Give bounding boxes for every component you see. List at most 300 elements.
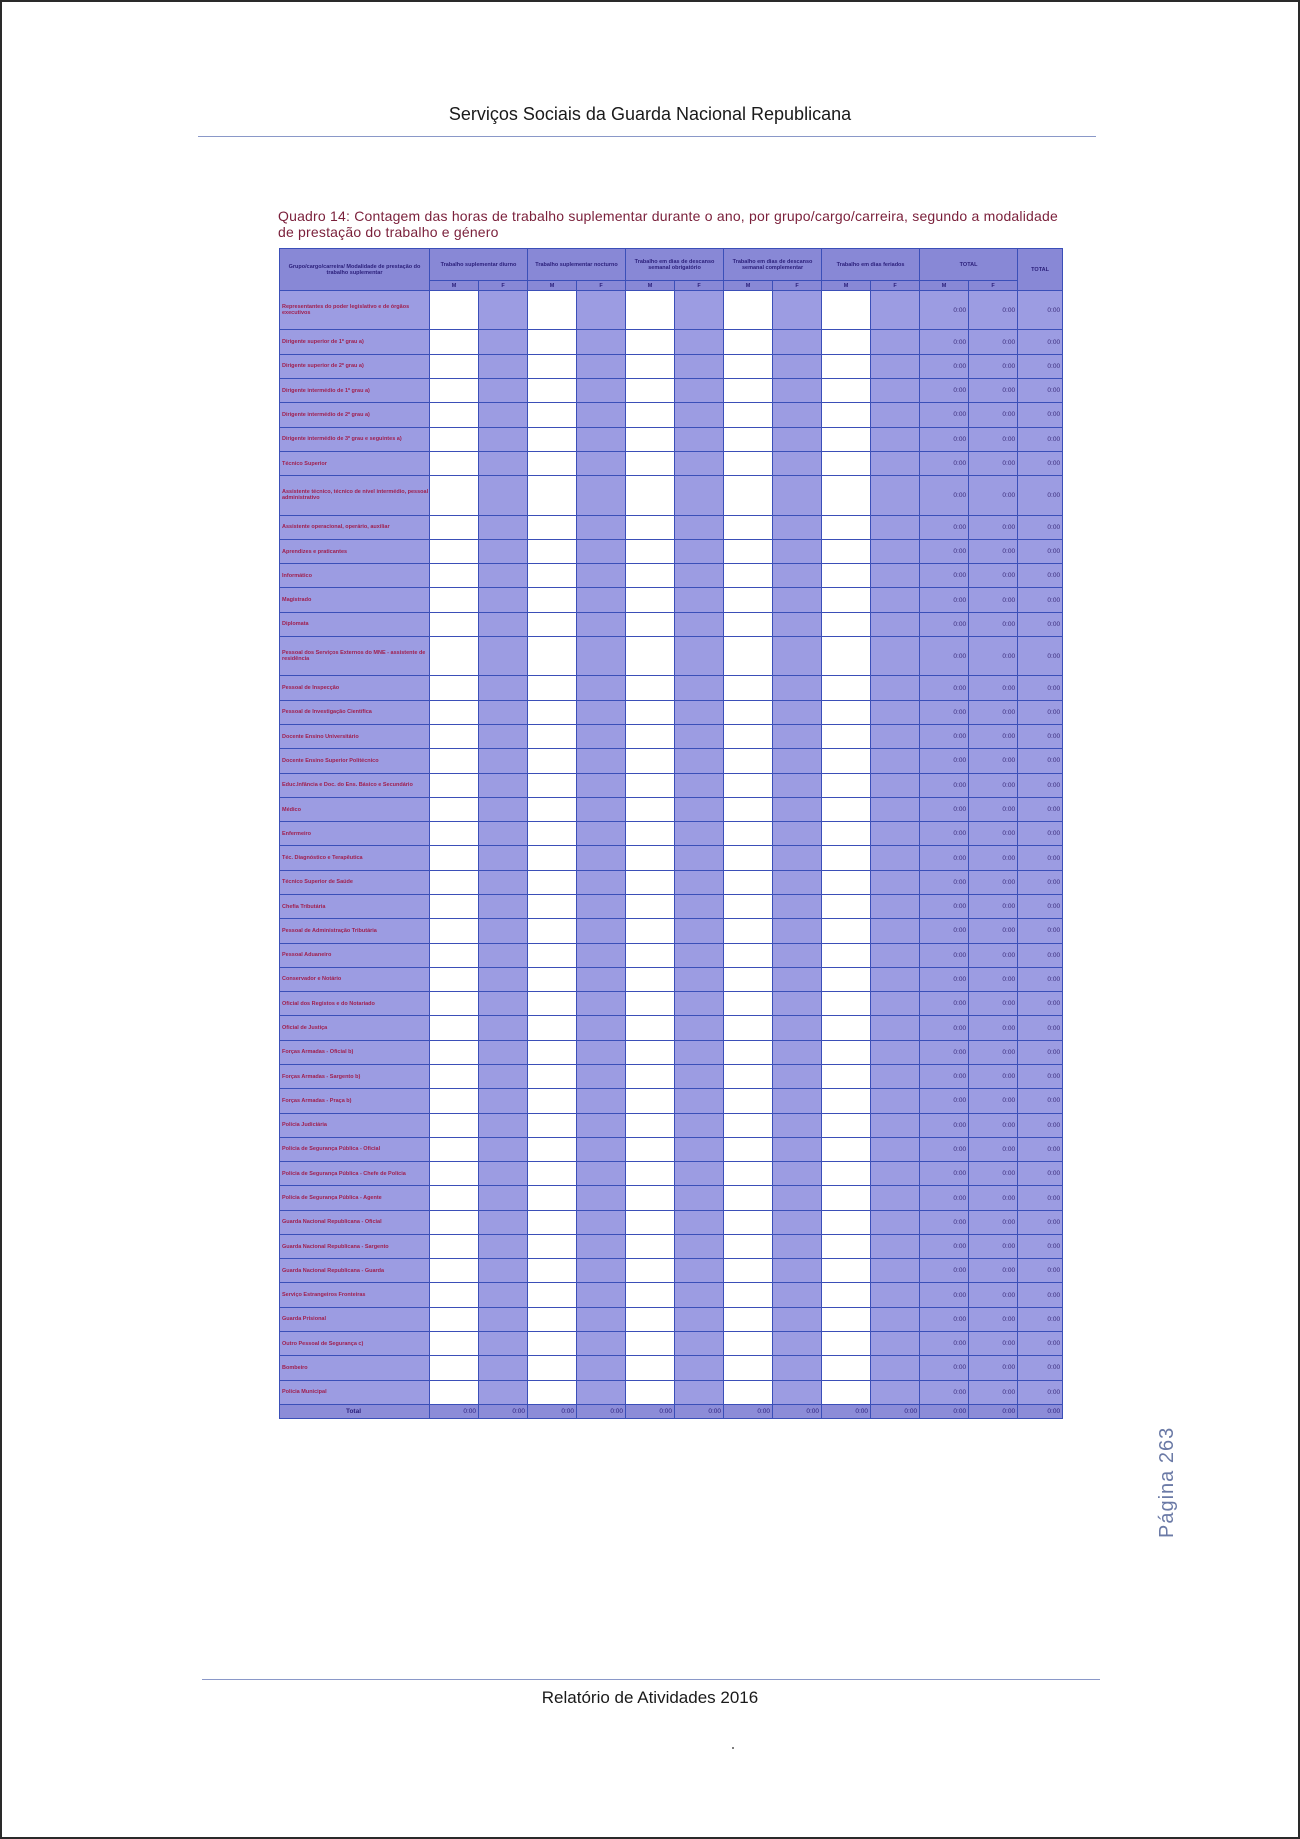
empty-cell [528,403,577,427]
row-category-label: Guarda Nacional Republicana - Oficial [280,1210,430,1234]
empty-cell [773,797,822,821]
empty-cell [430,822,479,846]
empty-cell [675,1186,724,1210]
row-category-label: Conservador e Notário [280,967,430,991]
total-f-cell: 0:00 [969,588,1018,612]
empty-cell [724,354,773,378]
empty-cell [675,1234,724,1258]
empty-cell [675,992,724,1016]
empty-cell [871,1016,920,1040]
empty-cell [430,967,479,991]
empty-cell [577,451,626,475]
grand-total-cell: 0:00 [1018,992,1063,1016]
empty-cell [626,451,675,475]
empty-cell [430,330,479,354]
empty-cell [822,1089,871,1113]
header-total: TOTAL [920,249,1018,281]
total-f-cell: 0:00 [969,1089,1018,1113]
empty-cell [626,894,675,918]
empty-cell [724,1186,773,1210]
empty-cell [577,1137,626,1161]
empty-cell [822,1332,871,1356]
empty-cell [773,773,822,797]
empty-cell [430,291,479,330]
header-diurno: Trabalho suplementar diurno [430,249,528,281]
total-f-cell: 0:00 [969,1186,1018,1210]
empty-cell [822,1307,871,1331]
row-category-label: Assistente técnico, técnico de nível intermédio, pessoal administrativo [280,476,430,515]
empty-cell [626,637,675,676]
empty-cell [773,1016,822,1040]
total-m-cell: 0:00 [920,1016,969,1040]
row-category-label: Guarda Nacional Republicana - Guarda [280,1259,430,1283]
empty-cell [577,1332,626,1356]
empty-cell [479,1040,528,1064]
empty-cell [430,676,479,700]
total-f-cell: 0:00 [969,476,1018,515]
total-m-cell: 0:00 [920,870,969,894]
empty-cell [528,330,577,354]
total-m-cell: 0:00 [920,967,969,991]
grand-total-cell: 0:00 [1018,1380,1063,1404]
empty-cell [626,797,675,821]
empty-cell [675,1113,724,1137]
total-m-cell: 0:00 [920,1234,969,1258]
empty-cell [577,967,626,991]
row-category-label: Enfermeiro [280,822,430,846]
empty-cell [479,1380,528,1404]
empty-cell [871,1332,920,1356]
empty-cell [626,612,675,636]
empty-cell [528,1307,577,1331]
total-m-cell: 0:00 [920,1162,969,1186]
subheader-m: M [822,281,871,291]
empty-cell [430,637,479,676]
row-category-label: Téc. Diagnóstico e Terapêutica [280,846,430,870]
empty-cell [822,1356,871,1380]
table-row [280,1234,1063,1258]
empty-cell [871,451,920,475]
empty-cell [675,588,724,612]
empty-cell [626,943,675,967]
total-cell: 0:00 [724,1405,773,1419]
empty-cell [773,676,822,700]
empty-cell [724,291,773,330]
empty-cell [724,846,773,870]
total-m-cell: 0:00 [920,700,969,724]
empty-cell [479,1259,528,1283]
grand-total-cell: 0:00 [1018,379,1063,403]
empty-cell [822,870,871,894]
footer-title: Relatório de Atividades 2016 [541,1688,759,1707]
empty-cell [773,1162,822,1186]
empty-cell [430,612,479,636]
empty-cell [430,1040,479,1064]
empty-cell [626,773,675,797]
empty-cell [773,330,822,354]
grand-total-cell: 0:00 [1018,612,1063,636]
empty-cell [626,1332,675,1356]
empty-cell [626,1259,675,1283]
table-row [280,1162,1063,1186]
empty-cell [528,1283,577,1307]
empty-cell [871,515,920,539]
empty-cell [626,1113,675,1137]
empty-cell [430,773,479,797]
empty-cell [724,773,773,797]
empty-cell [577,725,626,749]
empty-cell [479,1283,528,1307]
empty-cell [822,1064,871,1088]
empty-cell [479,612,528,636]
total-m-cell: 0:00 [920,1356,969,1380]
row-category-label: Diplomata [280,612,430,636]
total-m-cell: 0:00 [920,1332,969,1356]
empty-cell [822,330,871,354]
empty-cell [724,1210,773,1234]
grand-total-cell: 0:00 [1018,943,1063,967]
total-m-cell: 0:00 [920,539,969,563]
empty-cell [577,1307,626,1331]
total-m-cell: 0:00 [920,797,969,821]
empty-cell [675,797,724,821]
total-f-cell: 0:00 [969,1380,1018,1404]
empty-cell [822,379,871,403]
empty-cell [479,476,528,515]
table-row [280,515,1063,539]
empty-cell [871,1040,920,1064]
empty-cell [577,291,626,330]
empty-cell [871,588,920,612]
empty-cell [626,1356,675,1380]
empty-cell [871,749,920,773]
empty-cell [773,1113,822,1137]
table-row [280,1016,1063,1040]
empty-cell [773,870,822,894]
empty-cell [675,451,724,475]
total-m-cell: 0:00 [920,1137,969,1161]
empty-cell [773,1064,822,1088]
total-f-cell: 0:00 [969,700,1018,724]
empty-cell [675,894,724,918]
empty-cell [822,403,871,427]
empty-cell [675,379,724,403]
empty-cell [675,749,724,773]
empty-cell [675,564,724,588]
empty-cell [626,1307,675,1331]
total-m-cell: 0:00 [920,1064,969,1088]
total-f-cell: 0:00 [969,846,1018,870]
grand-total-cell: 0:00 [1018,1234,1063,1258]
empty-cell [577,612,626,636]
row-category-label: Polícia Municipal [280,1380,430,1404]
empty-cell [675,612,724,636]
total-m-cell: 0:00 [920,1283,969,1307]
empty-cell [724,992,773,1016]
grand-total-cell: 0:00 [1018,894,1063,918]
empty-cell [822,1259,871,1283]
header-nocturno: Trabalho suplementar nocturno [528,249,626,281]
empty-cell [773,291,822,330]
row-category-label: Pessoal de Administração Tributária [280,919,430,943]
empty-cell [577,354,626,378]
empty-cell [822,451,871,475]
total-f-cell: 0:00 [969,749,1018,773]
empty-cell [479,894,528,918]
empty-cell [577,1064,626,1088]
empty-cell [822,700,871,724]
total-f-cell: 0:00 [969,1016,1018,1040]
empty-cell [773,700,822,724]
empty-cell [822,773,871,797]
table-row [280,992,1063,1016]
empty-cell [724,725,773,749]
empty-cell [528,894,577,918]
empty-cell [430,846,479,870]
empty-cell [577,379,626,403]
grand-total-cell: 0:00 [1018,476,1063,515]
empty-cell [626,539,675,563]
empty-cell [430,476,479,515]
empty-cell [577,797,626,821]
grand-total-cell: 0:00 [1018,1089,1063,1113]
grand-total-cell: 0:00 [1018,1113,1063,1137]
empty-cell [430,1234,479,1258]
empty-cell [773,1040,822,1064]
grand-total-cell: 0:00 [1018,1356,1063,1380]
empty-cell [675,515,724,539]
empty-cell [430,749,479,773]
empty-cell [626,870,675,894]
row-category-label: Representantes do poder legislativo e de órgãos executivos [280,291,430,330]
empty-cell [773,943,822,967]
empty-cell [577,919,626,943]
empty-cell [724,943,773,967]
empty-cell [479,967,528,991]
empty-cell [626,1040,675,1064]
table-row [280,749,1063,773]
empty-cell [871,700,920,724]
empty-cell [479,1356,528,1380]
header-feriados: Trabalho em dias feriados [822,249,920,281]
empty-cell [430,919,479,943]
empty-cell [479,822,528,846]
empty-cell [773,1380,822,1404]
empty-cell [724,797,773,821]
empty-cell [479,515,528,539]
total-f-cell: 0:00 [969,1040,1018,1064]
empty-cell [528,1186,577,1210]
table-row [280,612,1063,636]
grand-total-cell: 0:00 [1018,539,1063,563]
empty-cell [724,1040,773,1064]
empty-cell [871,1210,920,1234]
grand-total-cell: 0:00 [1018,919,1063,943]
empty-cell [773,612,822,636]
empty-cell [871,476,920,515]
empty-cell [773,539,822,563]
total-m-cell: 0:00 [920,919,969,943]
total-f-cell: 0:00 [969,1113,1018,1137]
empty-cell [577,1380,626,1404]
total-m-cell: 0:00 [920,676,969,700]
empty-cell [871,870,920,894]
grand-total-cell: 0:00 [1018,1332,1063,1356]
row-category-label: Informático [280,564,430,588]
table-row [280,291,1063,330]
header-grand-total: TOTAL [1018,249,1063,291]
total-m-cell: 0:00 [920,451,969,475]
table-row [280,1259,1063,1283]
total-m-cell: 0:00 [920,379,969,403]
empty-cell [577,1356,626,1380]
empty-cell [871,1234,920,1258]
empty-cell [430,427,479,451]
total-m-cell: 0:00 [920,637,969,676]
empty-cell [577,476,626,515]
row-category-label: Serviço Estrangeiros Fronteiras [280,1283,430,1307]
empty-cell [626,1089,675,1113]
row-category-label: Pessoal Aduaneiro [280,943,430,967]
empty-cell [479,1137,528,1161]
empty-cell [626,588,675,612]
table-row [280,1332,1063,1356]
grand-total-cell: 0:00 [1018,1162,1063,1186]
empty-cell [528,1016,577,1040]
empty-cell [724,1234,773,1258]
empty-cell [773,1259,822,1283]
empty-cell [773,1356,822,1380]
empty-cell [479,846,528,870]
empty-cell [528,379,577,403]
empty-cell [577,1186,626,1210]
table-row [280,1186,1063,1210]
empty-cell [479,919,528,943]
empty-cell [675,1380,724,1404]
row-category-label: Guarda Nacional Republicana - Sargento [280,1234,430,1258]
empty-cell [871,379,920,403]
grand-total-cell: 0:00 [1018,564,1063,588]
empty-cell [675,1332,724,1356]
total-f-cell: 0:00 [969,1283,1018,1307]
total-f-cell: 0:00 [969,291,1018,330]
empty-cell [479,1186,528,1210]
empty-cell [577,992,626,1016]
empty-cell [773,354,822,378]
empty-cell [577,846,626,870]
empty-cell [577,1210,626,1234]
empty-cell [773,427,822,451]
empty-cell [430,894,479,918]
subheader-m: M [430,281,479,291]
empty-cell [675,846,724,870]
empty-cell [528,451,577,475]
empty-cell [528,588,577,612]
empty-cell [626,749,675,773]
header-complementar: Trabalho em dias de descanso semanal complementar [724,249,822,281]
empty-cell [430,992,479,1016]
empty-cell [430,588,479,612]
empty-cell [724,451,773,475]
grand-total-cell: 0:00 [1018,515,1063,539]
empty-cell [675,291,724,330]
empty-cell [871,919,920,943]
grand-total-cell: 0:00 [1018,1137,1063,1161]
empty-cell [479,403,528,427]
row-category-label: Técnico Superior de Saúde [280,870,430,894]
empty-cell [479,676,528,700]
total-cell: 0:00 [773,1405,822,1419]
empty-cell [626,992,675,1016]
table-row [280,773,1063,797]
empty-cell [822,1016,871,1040]
empty-cell [626,354,675,378]
empty-cell [675,1307,724,1331]
empty-cell [871,1283,920,1307]
empty-cell [773,846,822,870]
total-f-cell: 0:00 [969,637,1018,676]
total-m-cell: 0:00 [920,515,969,539]
total-m-cell: 0:00 [920,330,969,354]
empty-cell [822,894,871,918]
empty-cell [626,1210,675,1234]
empty-cell [528,1113,577,1137]
grand-total-cell: 0:00 [1018,1064,1063,1088]
row-category-label: Chefia Tributária [280,894,430,918]
total-f-cell: 0:00 [969,1064,1018,1088]
empty-cell [822,822,871,846]
empty-cell [871,1380,920,1404]
table-row [280,427,1063,451]
empty-cell [871,637,920,676]
grand-total-cell: 0:00 [1018,330,1063,354]
empty-cell [577,749,626,773]
grand-total-cell: 0:00 [1018,588,1063,612]
total-m-cell: 0:00 [920,1089,969,1113]
empty-cell [577,894,626,918]
empty-cell [822,749,871,773]
total-m-cell: 0:00 [920,1113,969,1137]
row-category-label: Assistente operacional, operário, auxiliar [280,515,430,539]
empty-cell [528,1137,577,1161]
total-f-cell: 0:00 [969,1137,1018,1161]
empty-cell [773,822,822,846]
empty-cell [822,515,871,539]
empty-cell [773,1234,822,1258]
table-row [280,476,1063,515]
empty-cell [430,379,479,403]
empty-cell [822,1210,871,1234]
empty-cell [479,588,528,612]
empty-cell [724,1332,773,1356]
row-category-label: Pessoal de Inspecção [280,676,430,700]
empty-cell [822,476,871,515]
empty-cell [577,1234,626,1258]
grand-total-cell: 0:00 [1018,427,1063,451]
total-f-cell: 0:00 [969,427,1018,451]
empty-cell [822,1283,871,1307]
total-f-cell: 0:00 [969,1162,1018,1186]
empty-cell [773,476,822,515]
empty-cell [773,992,822,1016]
empty-cell [675,676,724,700]
empty-cell [871,1162,920,1186]
row-category-label: Magistrado [280,588,430,612]
empty-cell [822,992,871,1016]
empty-cell [577,1089,626,1113]
overtime-table [279,248,1063,1419]
total-m-cell: 0:00 [920,943,969,967]
